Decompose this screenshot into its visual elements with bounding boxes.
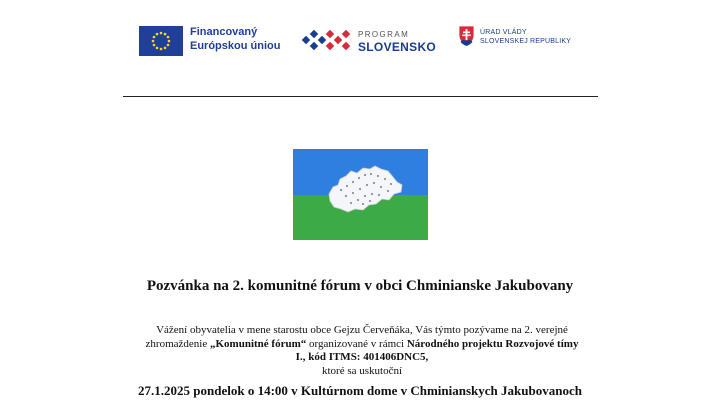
program-slovensko-label bbox=[358, 28, 436, 54]
eu-label-line1: Financovaný bbox=[190, 26, 258, 38]
roma-flag-slovakia-map-icon bbox=[293, 149, 428, 240]
government-label-line2: SLOVENSKEJ REPUBLIKY bbox=[480, 38, 572, 45]
page-title: Pozvánka na 2. komunitné fórum v obci Chminianske Jakubovany bbox=[146, 278, 574, 294]
eu-flag-icon bbox=[139, 26, 183, 56]
government-label-line1: ÚRAD VLÁDY bbox=[480, 29, 527, 36]
program-label-line1: PROGRAM bbox=[358, 30, 410, 39]
eu-funding-label bbox=[190, 25, 300, 53]
program-slovensko-icon bbox=[299, 26, 355, 56]
itms-code: I., kód ITMS: 401406DNC5, bbox=[295, 351, 429, 364]
slovak-coat-of-arms-icon bbox=[458, 25, 475, 47]
invitation-text bbox=[120, 324, 604, 378]
invitation-line-2 bbox=[120, 338, 604, 352]
logo-bar bbox=[0, 22, 720, 62]
project-name: Národného projektu Rozvojové tímy bbox=[406, 337, 579, 350]
program-label-line2: SLOVENSKO bbox=[358, 40, 437, 54]
forum-name: „Komunitné fórum“ bbox=[209, 337, 307, 350]
invitation-line-2-start: zhromaždenie bbox=[145, 337, 210, 350]
invitation-line-4: ktoré sa uskutoční bbox=[321, 364, 403, 377]
invitation-line-2-middle: organizované v rámci bbox=[306, 337, 407, 350]
eu-label-line2: Európskou úniou bbox=[190, 40, 281, 52]
horizontal-divider bbox=[123, 96, 598, 97]
event-date-location: 27.1.2025 pondelok o 14:00 v Kultúrnom dome v Chminianskych Jakubovanoch bbox=[138, 383, 582, 398]
government-office-label bbox=[480, 28, 571, 46]
invitation-line-1: Vážení obyvatelia v mene starostu obce Gejzu Červeňáka, Vás týmto pozývame na 2. verejné bbox=[156, 324, 568, 336]
